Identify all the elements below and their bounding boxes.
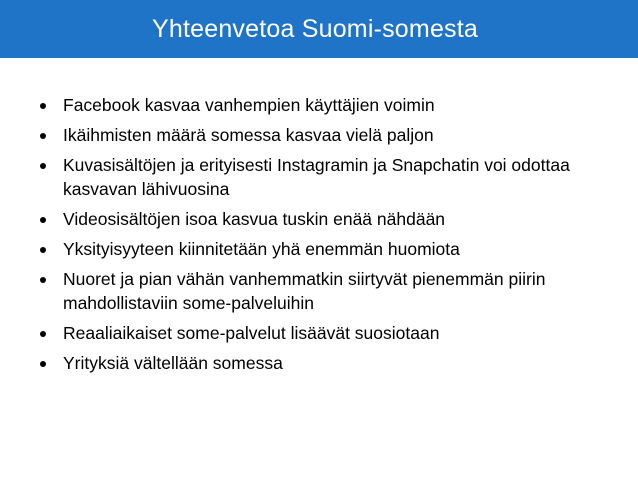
- bullet-icon: [40, 331, 46, 337]
- bullet-icon: [40, 163, 46, 169]
- bullet-icon: [40, 247, 46, 253]
- bullet-text: Nuoret ja pian vähän vanhemmatkin siirtyvät pienemmän piirin mahdollistaviin some-palveluihin: [63, 269, 546, 313]
- bullet-text: Kuvasisältöjen ja erityisesti Instagramin ja Snapchatin voi odottaa kasvavan lähivuosina: [63, 155, 570, 199]
- list-item: [40, 123, 610, 147]
- list-item: [40, 321, 610, 345]
- list-item: [40, 207, 610, 231]
- bullet-text: Videosisältöjen isoa kasvua tuskin enää nähdään: [63, 209, 446, 229]
- bullet-icon: [40, 361, 46, 367]
- bullet-text: Reaaliaikaiset some-palvelut lisäävät suosiotaan: [63, 323, 440, 343]
- bullet-text: Facebook kasvaa vanhempien käyttäjien voimin: [63, 95, 435, 115]
- bullet-icon: [40, 217, 46, 223]
- bullet-list: [40, 93, 610, 381]
- slide-title: Yhteenvetoa Suomi-somesta: [151, 14, 478, 43]
- list-item: [40, 267, 610, 315]
- bullet-text: Yksityisyyteen kiinnitetään yhä enemmän huomiota: [63, 239, 460, 259]
- list-item: [40, 153, 610, 201]
- bullet-icon: [40, 277, 46, 283]
- bullet-text: Ikäihmisten määrä somessa kasvaa vielä paljon: [63, 125, 434, 145]
- list-item: [40, 351, 610, 375]
- list-item: [40, 93, 610, 117]
- title-bar: [0, 0, 638, 58]
- list-item: [40, 237, 610, 261]
- bullet-icon: [40, 103, 46, 109]
- bullet-text: Yrityksiä vältellään somessa: [63, 353, 283, 373]
- bullet-icon: [40, 133, 46, 139]
